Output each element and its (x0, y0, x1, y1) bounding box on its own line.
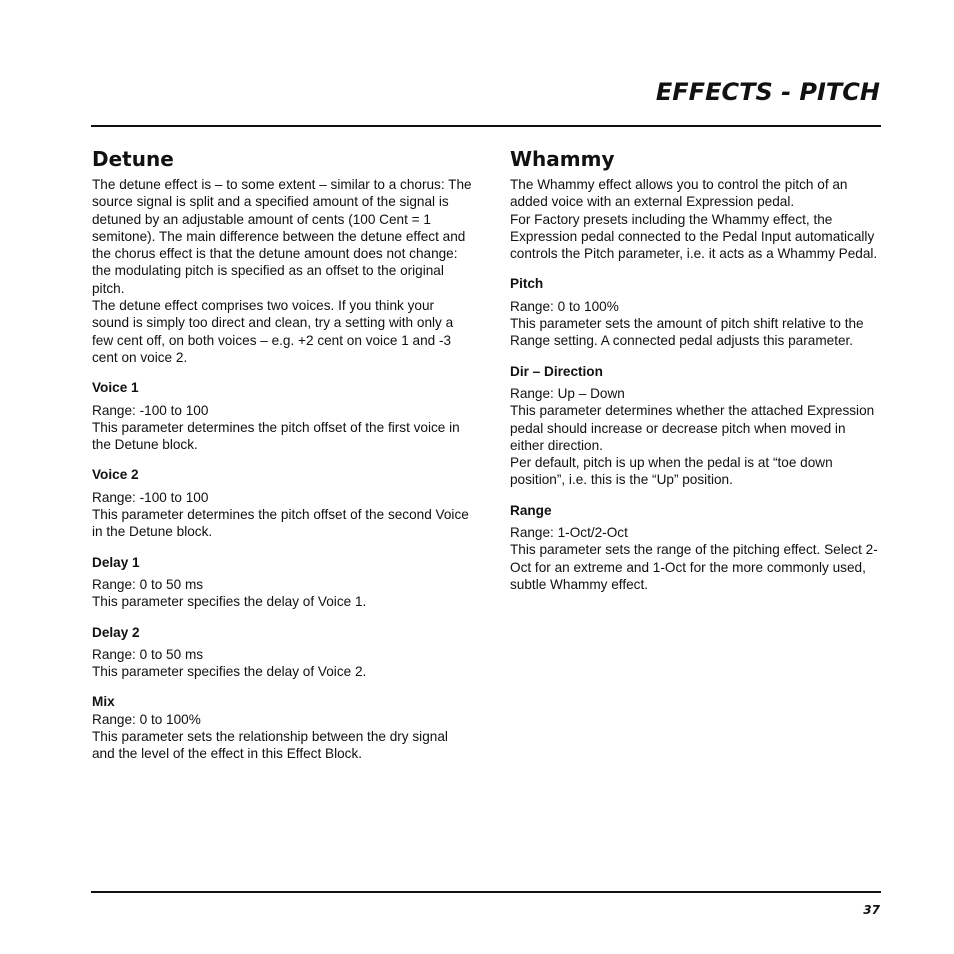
param-name: Voice 1 (92, 380, 139, 396)
param-mix (92, 693, 472, 762)
param-delay-2 (92, 624, 472, 681)
whammy-column (510, 146, 882, 593)
param-range: Range: -100 to 100 (92, 402, 209, 418)
param-name: Delay 2 (92, 624, 140, 640)
param-desc: This parameter sets the relationship between the dry signal and the level of the effect in this Effect Block. (92, 729, 448, 762)
whammy-intro-1: The Whammy effect allows you to control the pitch of an added voice with an external Expression pedal. (510, 177, 848, 210)
param-name: Dir – Direction (510, 363, 603, 379)
param-desc: This parameter sets the amount of pitch shift relative to the Range setting. A connected pedal adjusts this parameter. (510, 316, 864, 349)
param-name: Range (510, 502, 552, 518)
detune-intro-2: The detune effect comprises two voices. If you think your sound is simply too direct and clean, try a setting with only a few cent off, on both voices – e.g. +2 cent on voice 1 and -3 cent on voice 2. (92, 298, 454, 365)
param-range: Range: Up – Down (510, 385, 625, 401)
param-desc: This parameter specifies the delay of Voice 1. (92, 594, 367, 610)
param-range: Range: 0 to 50 ms (92, 646, 204, 662)
param-delay-1 (92, 554, 472, 611)
param-range: Range: 0 to 100% (92, 711, 201, 727)
page-number: 37 (863, 903, 880, 917)
detune-heading: Detune (92, 147, 174, 171)
param-pitch (510, 275, 882, 349)
param-desc: This parameter specifies the delay of Voice 2. (92, 664, 367, 680)
param-desc: This parameter determines whether the attached Expression pedal should increase or decrease pitch when moved in either direction. (510, 403, 875, 453)
param-range: Range: 0 to 50 ms (92, 576, 204, 592)
footer-rule (91, 891, 881, 893)
param-name: Pitch (510, 276, 544, 292)
param-name: Voice 2 (92, 467, 139, 483)
param-voice-1 (92, 379, 472, 453)
param-voice-2 (92, 466, 472, 540)
param-range-setting (510, 502, 882, 593)
header-rule (91, 125, 881, 127)
param-desc: This parameter sets the range of the pitching effect. Select 2-Oct for an extreme and 1-Oct for the more commonly used, subtle Whammy effect. (510, 542, 878, 592)
param-direction (510, 363, 882, 489)
param-desc: This parameter determines the pitch offset of the second Voice in the Detune block. (92, 507, 469, 540)
param-name: Delay 1 (92, 554, 140, 570)
detune-column (92, 146, 472, 763)
detune-intro-1: The detune effect is – to some extent – similar to a chorus: The source signal is split and a specified amount of the signal is detuned by an adjustable amount of cents (100 Cent = 1 semitone). The main difference between the detune effect and the chorus effect is that the detune amount does not change: the modulating pitch is specified as an offset to the original pitch. (92, 177, 472, 296)
whammy-heading: Whammy (510, 147, 615, 171)
param-range: Range: -100 to 100 (92, 489, 209, 505)
whammy-intro-2: For Factory presets including the Whammy effect, the Expression pedal connected to the Pedal Input automatically controls the Pitch parameter, i.e. it acts as a Whammy Pedal. (510, 211, 878, 262)
param-desc: This parameter determines the pitch offset of the first voice in the Detune block. (92, 419, 460, 453)
param-range: Range: 0 to 100% (510, 298, 619, 314)
param-name: Mix (92, 694, 115, 710)
param-range: Range: 1-Oct/2-Oct (510, 525, 628, 541)
param-desc-extra: Per default, pitch is up when the pedal is at “toe down position”, i.e. this is the “Up” position. (510, 455, 833, 488)
page-title: EFFECTS - PITCH (655, 78, 880, 106)
